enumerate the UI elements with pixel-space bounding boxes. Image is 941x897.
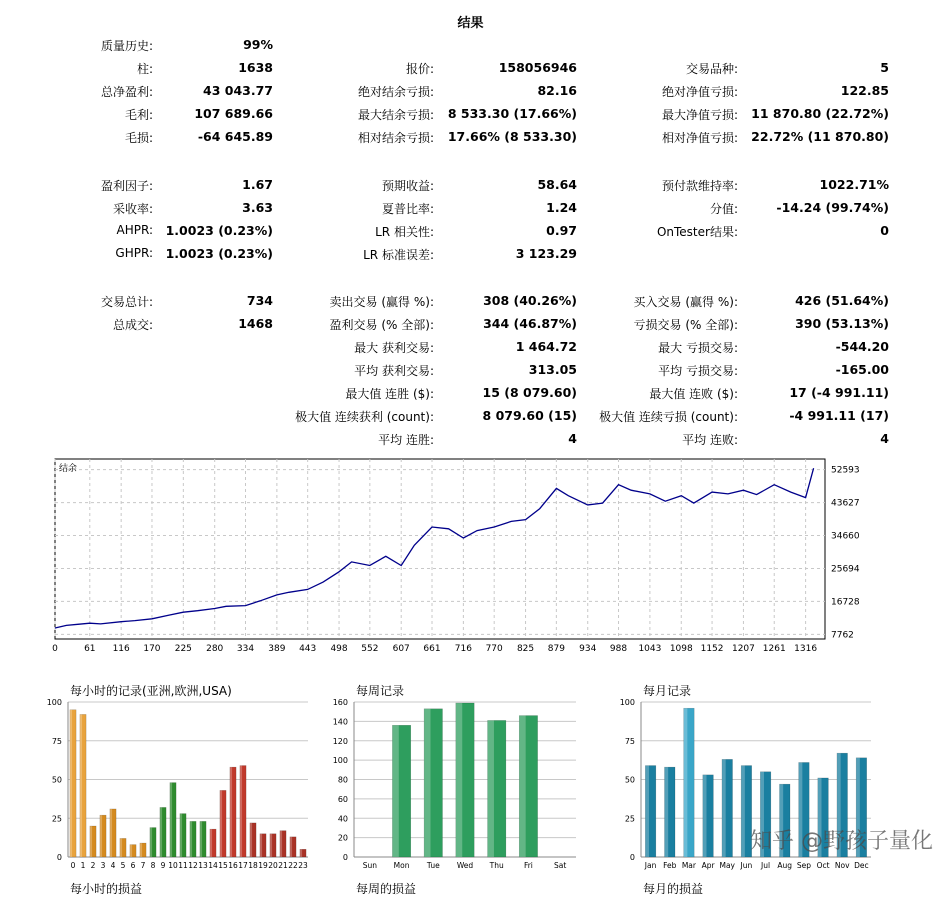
stat-value: 11 870.80 (22.72%) xyxy=(751,106,889,121)
stat-label: 平均 获利交易: xyxy=(354,364,434,378)
stat-value: 43 043.77 xyxy=(203,83,273,98)
stat-value: 308 (40.26%) xyxy=(483,293,577,308)
x-tick-label: 3 xyxy=(100,861,106,870)
stat-label: 最大净值亏损: xyxy=(661,108,738,122)
stat-value: 1.67 xyxy=(242,177,273,192)
stat-value: 426 (51.64%) xyxy=(795,293,889,308)
bar-highlight xyxy=(220,790,222,857)
stat-value: 1638 xyxy=(238,60,273,75)
bar-highlight xyxy=(741,766,745,857)
x-tick-label: 552 xyxy=(361,644,379,654)
x-tick-label: Apr xyxy=(701,861,715,870)
bar-highlight xyxy=(664,767,668,857)
x-tick-label: Feb xyxy=(663,861,677,870)
x-tick-label: 389 xyxy=(268,644,286,654)
x-tick-label: 13 xyxy=(198,861,208,870)
x-tick-label: 1043 xyxy=(638,644,662,654)
stat-value: 99% xyxy=(243,37,273,52)
x-tick-label: 12 xyxy=(188,861,198,870)
x-tick-label: 23 xyxy=(298,861,308,870)
stat-value: 158056946 xyxy=(498,60,577,75)
stat-label: 平均 连胜: xyxy=(378,433,434,447)
x-tick-label: 9 xyxy=(160,861,166,870)
x-tick-label: 607 xyxy=(392,644,410,654)
x-tick-label: Wed xyxy=(456,861,474,870)
x-tick-label: Mon xyxy=(393,861,410,870)
y-tick-label: 25 xyxy=(51,814,62,824)
x-tick-label: 225 xyxy=(174,644,192,654)
x-tick-label: 661 xyxy=(423,644,441,654)
stat-value: 3.63 xyxy=(242,200,273,215)
x-tick-label: 280 xyxy=(206,644,224,654)
y-tick-label: 0 xyxy=(342,853,348,862)
stat-value: 1.0023 (0.23%) xyxy=(165,223,273,238)
bar-highlight xyxy=(424,709,430,857)
stat-label: 平均 亏损交易: xyxy=(658,364,738,378)
stat-label: 最大值 连败 ($): xyxy=(649,387,738,401)
hourly-chart xyxy=(40,696,320,876)
stat-label: 夏普比率: xyxy=(381,202,434,216)
x-tick-label: Sat xyxy=(553,861,567,870)
x-tick-label: 10 xyxy=(168,861,178,870)
y-tick-label: 0 xyxy=(56,853,62,862)
x-tick-label: Thu xyxy=(489,861,504,870)
bar-highlight xyxy=(645,766,649,857)
x-tick-label: 825 xyxy=(516,644,535,654)
x-tick-label: 0 xyxy=(70,861,76,870)
report-title: 结果 xyxy=(457,16,484,31)
y-tick-label: 16728 xyxy=(831,597,860,608)
x-tick-label: 988 xyxy=(609,644,628,654)
x-tick-label: 0 xyxy=(52,644,58,654)
stat-label: AHPR: xyxy=(116,223,153,237)
stat-label: 相对净值亏损: xyxy=(661,131,738,145)
stat-value: 17 (-4 991.11) xyxy=(789,385,889,400)
x-tick-label: Sep xyxy=(796,861,811,870)
y-tick-label: 100 xyxy=(46,698,62,707)
watermark: 知乎 @野孩子量化 xyxy=(750,829,933,854)
stat-value: 8 079.60 (15) xyxy=(482,408,577,423)
bar-highlight xyxy=(100,815,102,857)
bar-highlight xyxy=(722,759,726,857)
stat-label: 分值: xyxy=(709,202,738,216)
stat-label: 总净盈利: xyxy=(100,85,153,99)
hourly-footer-label: 每小时的损益 xyxy=(70,882,143,896)
plot-frame xyxy=(55,459,825,639)
stat-value: 122.85 xyxy=(840,83,889,98)
stat-label: 预付款维持率: xyxy=(661,179,738,193)
stat-value: 1022.71% xyxy=(819,177,889,192)
stat-label: 绝对净值亏损: xyxy=(661,85,738,99)
bar-highlight xyxy=(703,775,707,857)
bar-highlight xyxy=(240,766,242,857)
stat-label: 报价: xyxy=(405,62,434,76)
x-tick-label: 20 xyxy=(268,861,278,870)
x-tick-label: Fri xyxy=(523,861,533,870)
bar-highlight xyxy=(210,829,212,857)
bar-highlight xyxy=(270,834,272,857)
stat-value: -4 991.11 (17) xyxy=(789,408,889,423)
bar-highlight xyxy=(200,821,202,857)
stat-value: 390 (53.13%) xyxy=(795,316,889,331)
stat-label: 柱: xyxy=(136,62,153,76)
stat-value: 0.97 xyxy=(546,223,577,238)
stat-value: 8 533.30 (17.66%) xyxy=(447,106,577,121)
x-tick-label: Dec xyxy=(854,861,869,870)
x-tick-label: Nov xyxy=(834,861,850,870)
y-tick-label: 7762 xyxy=(831,630,854,641)
y-tick-label: 50 xyxy=(624,775,635,785)
stat-value: 17.66% (8 533.30) xyxy=(447,129,577,144)
stat-label: 采收率: xyxy=(112,202,153,216)
x-tick-label: Jan xyxy=(644,861,657,870)
monthly-footer-label: 每月的损益 xyxy=(643,882,704,896)
stat-value: -165.00 xyxy=(835,362,889,377)
x-tick-label: May xyxy=(719,861,736,870)
x-tick-label: Jun xyxy=(740,861,753,870)
stat-label: 毛损: xyxy=(124,131,153,145)
bar-highlight xyxy=(260,834,262,857)
y-tick-label: 140 xyxy=(332,717,348,727)
stat-value: 1 464.72 xyxy=(515,339,577,354)
y-tick-label: 25694 xyxy=(831,564,860,575)
stat-value: 15 (8 079.60) xyxy=(482,385,577,400)
x-tick-label: 14 xyxy=(208,861,218,870)
stat-value: 1468 xyxy=(238,316,273,331)
x-tick-label: 770 xyxy=(485,644,503,654)
y-tick-label: 100 xyxy=(619,698,635,707)
bar-highlight xyxy=(488,720,494,857)
x-tick-label: 934 xyxy=(579,644,597,654)
stat-label: 买入交易 (赢得 %): xyxy=(633,295,738,309)
bar-highlight xyxy=(80,714,82,857)
x-tick-label: 8 xyxy=(150,861,156,870)
stat-label: 亏损交易 (% 全部): xyxy=(633,318,738,332)
stat-label: 最大值 连胜 ($): xyxy=(345,387,434,401)
x-tick-label: 879 xyxy=(547,644,565,654)
stat-label: 预期收益: xyxy=(381,179,434,193)
stat-label: 卖出交易 (赢得 %): xyxy=(329,295,434,309)
bar-highlight xyxy=(110,809,112,857)
stat-label: 绝对结余亏损: xyxy=(357,85,434,99)
x-tick-label: 15 xyxy=(218,861,228,870)
stat-label: 最大 亏损交易: xyxy=(658,341,738,355)
x-tick-label: 18 xyxy=(248,861,258,870)
bar-highlight xyxy=(150,828,152,857)
stat-label: 交易品种: xyxy=(685,62,738,76)
y-tick-label: 75 xyxy=(51,736,62,746)
x-tick-label: 334 xyxy=(236,644,255,654)
y-tick-label: 0 xyxy=(629,853,635,862)
x-tick-label: 6 xyxy=(130,861,136,870)
x-tick-label: 1316 xyxy=(794,644,818,654)
y-tick-label: 160 xyxy=(332,698,348,707)
weekly-footer-label: 每周的损益 xyxy=(356,882,417,896)
x-tick-label: Jul xyxy=(761,861,771,870)
stat-label: 最大 获利交易: xyxy=(354,341,434,355)
stat-label: 极大值 连续获利 (count): xyxy=(295,410,434,424)
stat-value: 4 xyxy=(568,431,577,446)
x-tick-label: 5 xyxy=(120,861,126,870)
y-tick-label: 52593 xyxy=(831,465,860,476)
bar-highlight xyxy=(90,826,92,857)
monthly-chart-title: 每月记录 xyxy=(643,684,692,698)
bar-highlight xyxy=(684,708,688,857)
stat-value: 3 123.29 xyxy=(515,246,577,261)
balance-chart xyxy=(54,458,934,658)
stat-value: 4 xyxy=(880,431,889,446)
y-tick-label: 120 xyxy=(332,736,348,746)
x-tick-label: 1261 xyxy=(762,644,786,654)
hourly-chart-title: 每小时的记录(亚洲,欧洲,USA) xyxy=(70,684,232,698)
stat-label: 质量历史: xyxy=(100,39,153,53)
x-tick-label: 716 xyxy=(454,644,472,654)
x-tick-label: 7 xyxy=(140,861,146,870)
stat-label: 相对结余亏损: xyxy=(357,131,434,145)
stat-value: 344 (46.87%) xyxy=(483,316,577,331)
bar-highlight xyxy=(140,843,142,857)
stat-value: -544.20 xyxy=(835,339,889,354)
x-tick-label: Aug xyxy=(777,861,793,870)
y-tick-label: 50 xyxy=(51,775,62,785)
stat-label: 平均 连败: xyxy=(682,433,738,447)
stat-label: 毛利: xyxy=(124,108,153,122)
y-tick-label: 25 xyxy=(624,814,635,824)
stat-value: 5 xyxy=(880,60,889,75)
stat-value: 1.24 xyxy=(546,200,577,215)
stat-value: 1.0023 (0.23%) xyxy=(165,246,273,261)
x-tick-label: 170 xyxy=(143,644,161,654)
x-tick-label: 21 xyxy=(278,861,288,870)
balance-chart-title: 结余 xyxy=(59,464,78,474)
stat-label: GHPR: xyxy=(115,246,153,260)
stat-label: 总成交: xyxy=(112,318,153,332)
x-tick-label: 19 xyxy=(258,861,268,870)
x-tick-label: 1152 xyxy=(700,644,724,654)
x-tick-label: 11 xyxy=(178,861,188,870)
bar-highlight xyxy=(70,710,72,857)
x-tick-label: 443 xyxy=(299,644,317,654)
stat-label: 极大值 连续亏损 (count): xyxy=(599,410,738,424)
weekly-chart-title: 每周记录 xyxy=(356,684,405,698)
bar-highlight xyxy=(130,845,132,857)
y-tick-label: 43627 xyxy=(831,498,860,509)
y-tick-label: 34660 xyxy=(831,531,860,542)
stat-label: OnTester结果: xyxy=(656,225,738,239)
stat-label: 最大结余亏损: xyxy=(357,108,434,122)
x-tick-label: 2 xyxy=(90,861,96,870)
x-tick-label: 61 xyxy=(84,644,96,654)
bar-highlight xyxy=(120,838,122,857)
bar-highlight xyxy=(280,831,282,857)
x-tick-label: 1 xyxy=(80,861,86,870)
stat-label: LR 相关性: xyxy=(375,225,434,239)
x-tick-label: 1098 xyxy=(669,644,693,654)
y-tick-label: 80 xyxy=(337,775,348,785)
bar-highlight xyxy=(300,849,302,857)
bar-highlight xyxy=(392,725,398,857)
x-tick-label: 16 xyxy=(228,861,238,870)
stat-value: -14.24 (99.74%) xyxy=(776,200,889,215)
bar-highlight xyxy=(250,823,252,857)
y-tick-label: 100 xyxy=(332,756,348,766)
x-tick-label: 498 xyxy=(330,644,348,654)
stat-value: 0 xyxy=(880,223,889,238)
x-tick-label: 1207 xyxy=(731,644,755,654)
x-tick-label: Oct xyxy=(816,861,830,870)
stat-label: 盈利交易 (% 全部): xyxy=(329,318,434,332)
bar-highlight xyxy=(190,821,192,857)
bar-highlight xyxy=(160,807,162,857)
stat-value: 58.64 xyxy=(537,177,577,192)
weekly-chart xyxy=(326,696,586,876)
bar-highlight xyxy=(180,814,182,857)
stat-label: 交易总计: xyxy=(100,295,153,309)
x-tick-label: 22 xyxy=(288,861,298,870)
x-tick-label: 4 xyxy=(110,861,116,870)
stat-value: 734 xyxy=(246,293,273,308)
x-tick-label: Mar xyxy=(681,861,696,870)
bar-highlight xyxy=(456,703,462,857)
x-tick-label: Tue xyxy=(426,861,440,870)
stat-value: 22.72% (11 870.80) xyxy=(751,129,889,144)
stat-value: 313.05 xyxy=(528,362,577,377)
y-tick-label: 60 xyxy=(337,794,348,804)
x-tick-label: 116 xyxy=(112,644,130,654)
y-tick-label: 20 xyxy=(337,833,348,843)
bar-highlight xyxy=(230,767,232,857)
stat-value: 82.16 xyxy=(537,83,577,98)
stat-value: -64 645.89 xyxy=(197,129,273,144)
stat-value: 107 689.66 xyxy=(194,106,273,121)
bar-highlight xyxy=(170,783,172,857)
x-tick-label: 17 xyxy=(238,861,248,870)
y-tick-label: 40 xyxy=(337,814,348,824)
bar-highlight xyxy=(290,837,292,857)
stat-label: 盈利因子: xyxy=(100,179,153,193)
stat-label: LR 标准误差: xyxy=(363,248,434,262)
bar-highlight xyxy=(519,716,525,857)
x-tick-label: Sun xyxy=(362,861,377,870)
y-tick-label: 75 xyxy=(624,736,635,746)
